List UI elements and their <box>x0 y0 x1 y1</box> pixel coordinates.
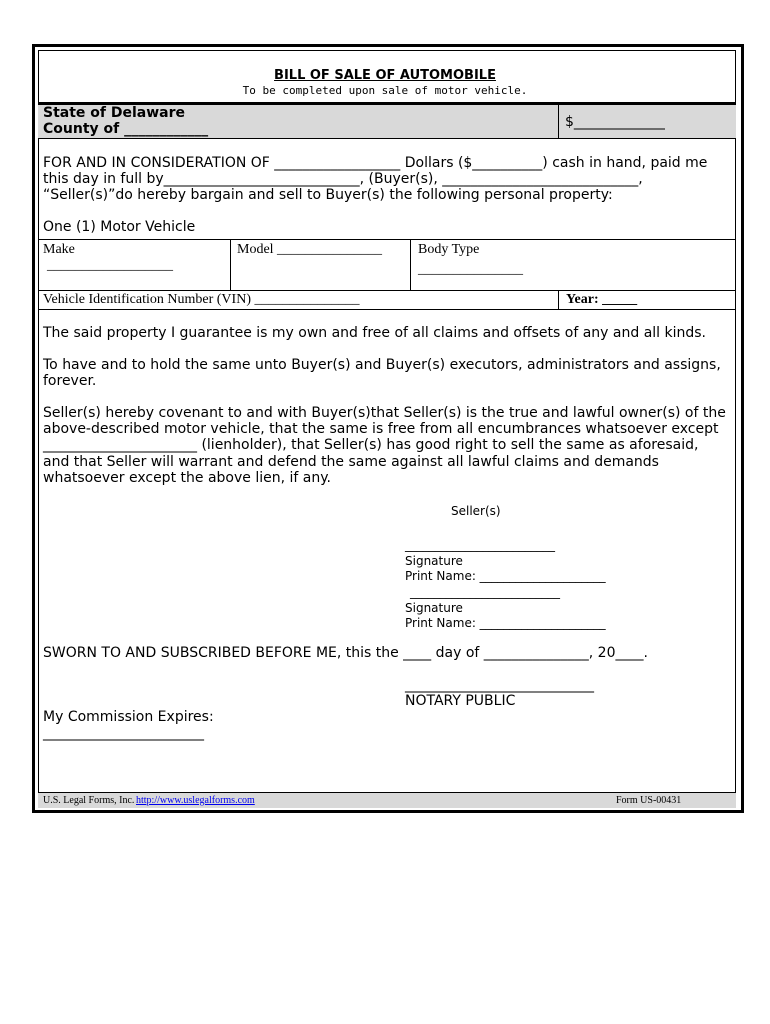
covenant-line: whatsoever except the above lien, if any. <box>43 470 331 486</box>
make-field[interactable]: __________________ <box>47 258 173 273</box>
consideration-line: this day in full by____________________________, (Buyer(s), ____________________________, <box>43 171 643 187</box>
print-name-field[interactable]: Print Name: _____________________ <box>405 616 606 630</box>
print-name-field[interactable]: Print Name: _____________________ <box>405 569 606 583</box>
body-type-label: Body Type <box>418 242 480 257</box>
consideration-line: “Seller(s)”do hereby bargain and sell to Buyer(s) the following personal property: <box>43 187 613 203</box>
divider <box>38 290 736 291</box>
divider <box>230 239 231 290</box>
covenant-line: above-described motor vehicle, that the same is free from all encumbrances whatsoever except <box>43 421 719 437</box>
state-label: State of Delaware <box>43 105 186 121</box>
make-label: Make <box>43 242 75 257</box>
covenant-line: Seller(s) hereby covenant to and with Buyer(s)that Seller(s) is the true and lawful owner(s) of the <box>43 405 726 421</box>
vin-field[interactable]: Vehicle Identification Number (VIN) _______________ <box>43 292 360 307</box>
divider <box>558 104 559 138</box>
commission-expires-field[interactable]: _______________________ <box>43 725 204 741</box>
year-field[interactable]: Year: _____ <box>566 292 638 307</box>
signature-label: Signature <box>405 601 463 615</box>
amount-field[interactable]: $_____________ <box>565 114 665 130</box>
signature-line[interactable]: _________________________ <box>410 585 560 599</box>
notary-public-label: NOTARY PUBLIC <box>405 693 516 709</box>
county-field[interactable]: County of ____________ <box>43 121 209 137</box>
signature-label: Signature <box>405 554 463 568</box>
divider <box>38 239 736 240</box>
sellers-heading: Seller(s) <box>451 504 501 518</box>
covenant-line: ______________________ (lienholder), that Seller(s) has good right to sell the same as aforesaid, <box>43 437 699 453</box>
footer-form-number: Form US-00431 <box>616 795 682 806</box>
notary-signature-line[interactable]: ___________________________ <box>405 677 594 693</box>
divider <box>558 290 559 309</box>
sworn-statement: SWORN TO AND SUBSCRIBED BEFORE ME, this the ____ day of _______________, 20____. <box>43 645 648 661</box>
commission-expires-label: My Commission Expires: <box>43 709 214 725</box>
model-field[interactable]: Model _______________ <box>237 242 383 257</box>
consideration-line: FOR AND IN CONSIDERATION OF __________________ Dollars ($__________) cash in hand, paid me <box>43 155 708 171</box>
habendum-line: To have and to hold the same unto Buyer(s) and Buyer(s) executors, administrators and assigns, <box>43 357 721 373</box>
form-subtitle: To be completed upon sale of motor vehicle. <box>242 84 528 97</box>
vehicle-heading: One (1) Motor Vehicle <box>43 219 196 235</box>
body-type-field[interactable]: _______________ <box>418 262 523 277</box>
divider <box>38 138 736 139</box>
signature-line[interactable]: _________________________ <box>405 538 555 552</box>
habendum-line: forever. <box>43 373 97 389</box>
guarantee-paragraph: The said property I guarantee is my own and free of all claims and offsets of any and all kinds. <box>43 325 707 341</box>
form-title: BILL OF SALE OF AUTOMOBILE <box>274 68 496 83</box>
footer-company: U.S. Legal Forms, Inc. <box>43 795 135 806</box>
footer-link[interactable]: http://www.uslegalforms.com <box>136 795 255 806</box>
divider <box>410 239 411 290</box>
covenant-line: and that Seller will warrant and defend the same against all lawful claims and demands <box>43 454 659 470</box>
divider <box>38 309 736 310</box>
